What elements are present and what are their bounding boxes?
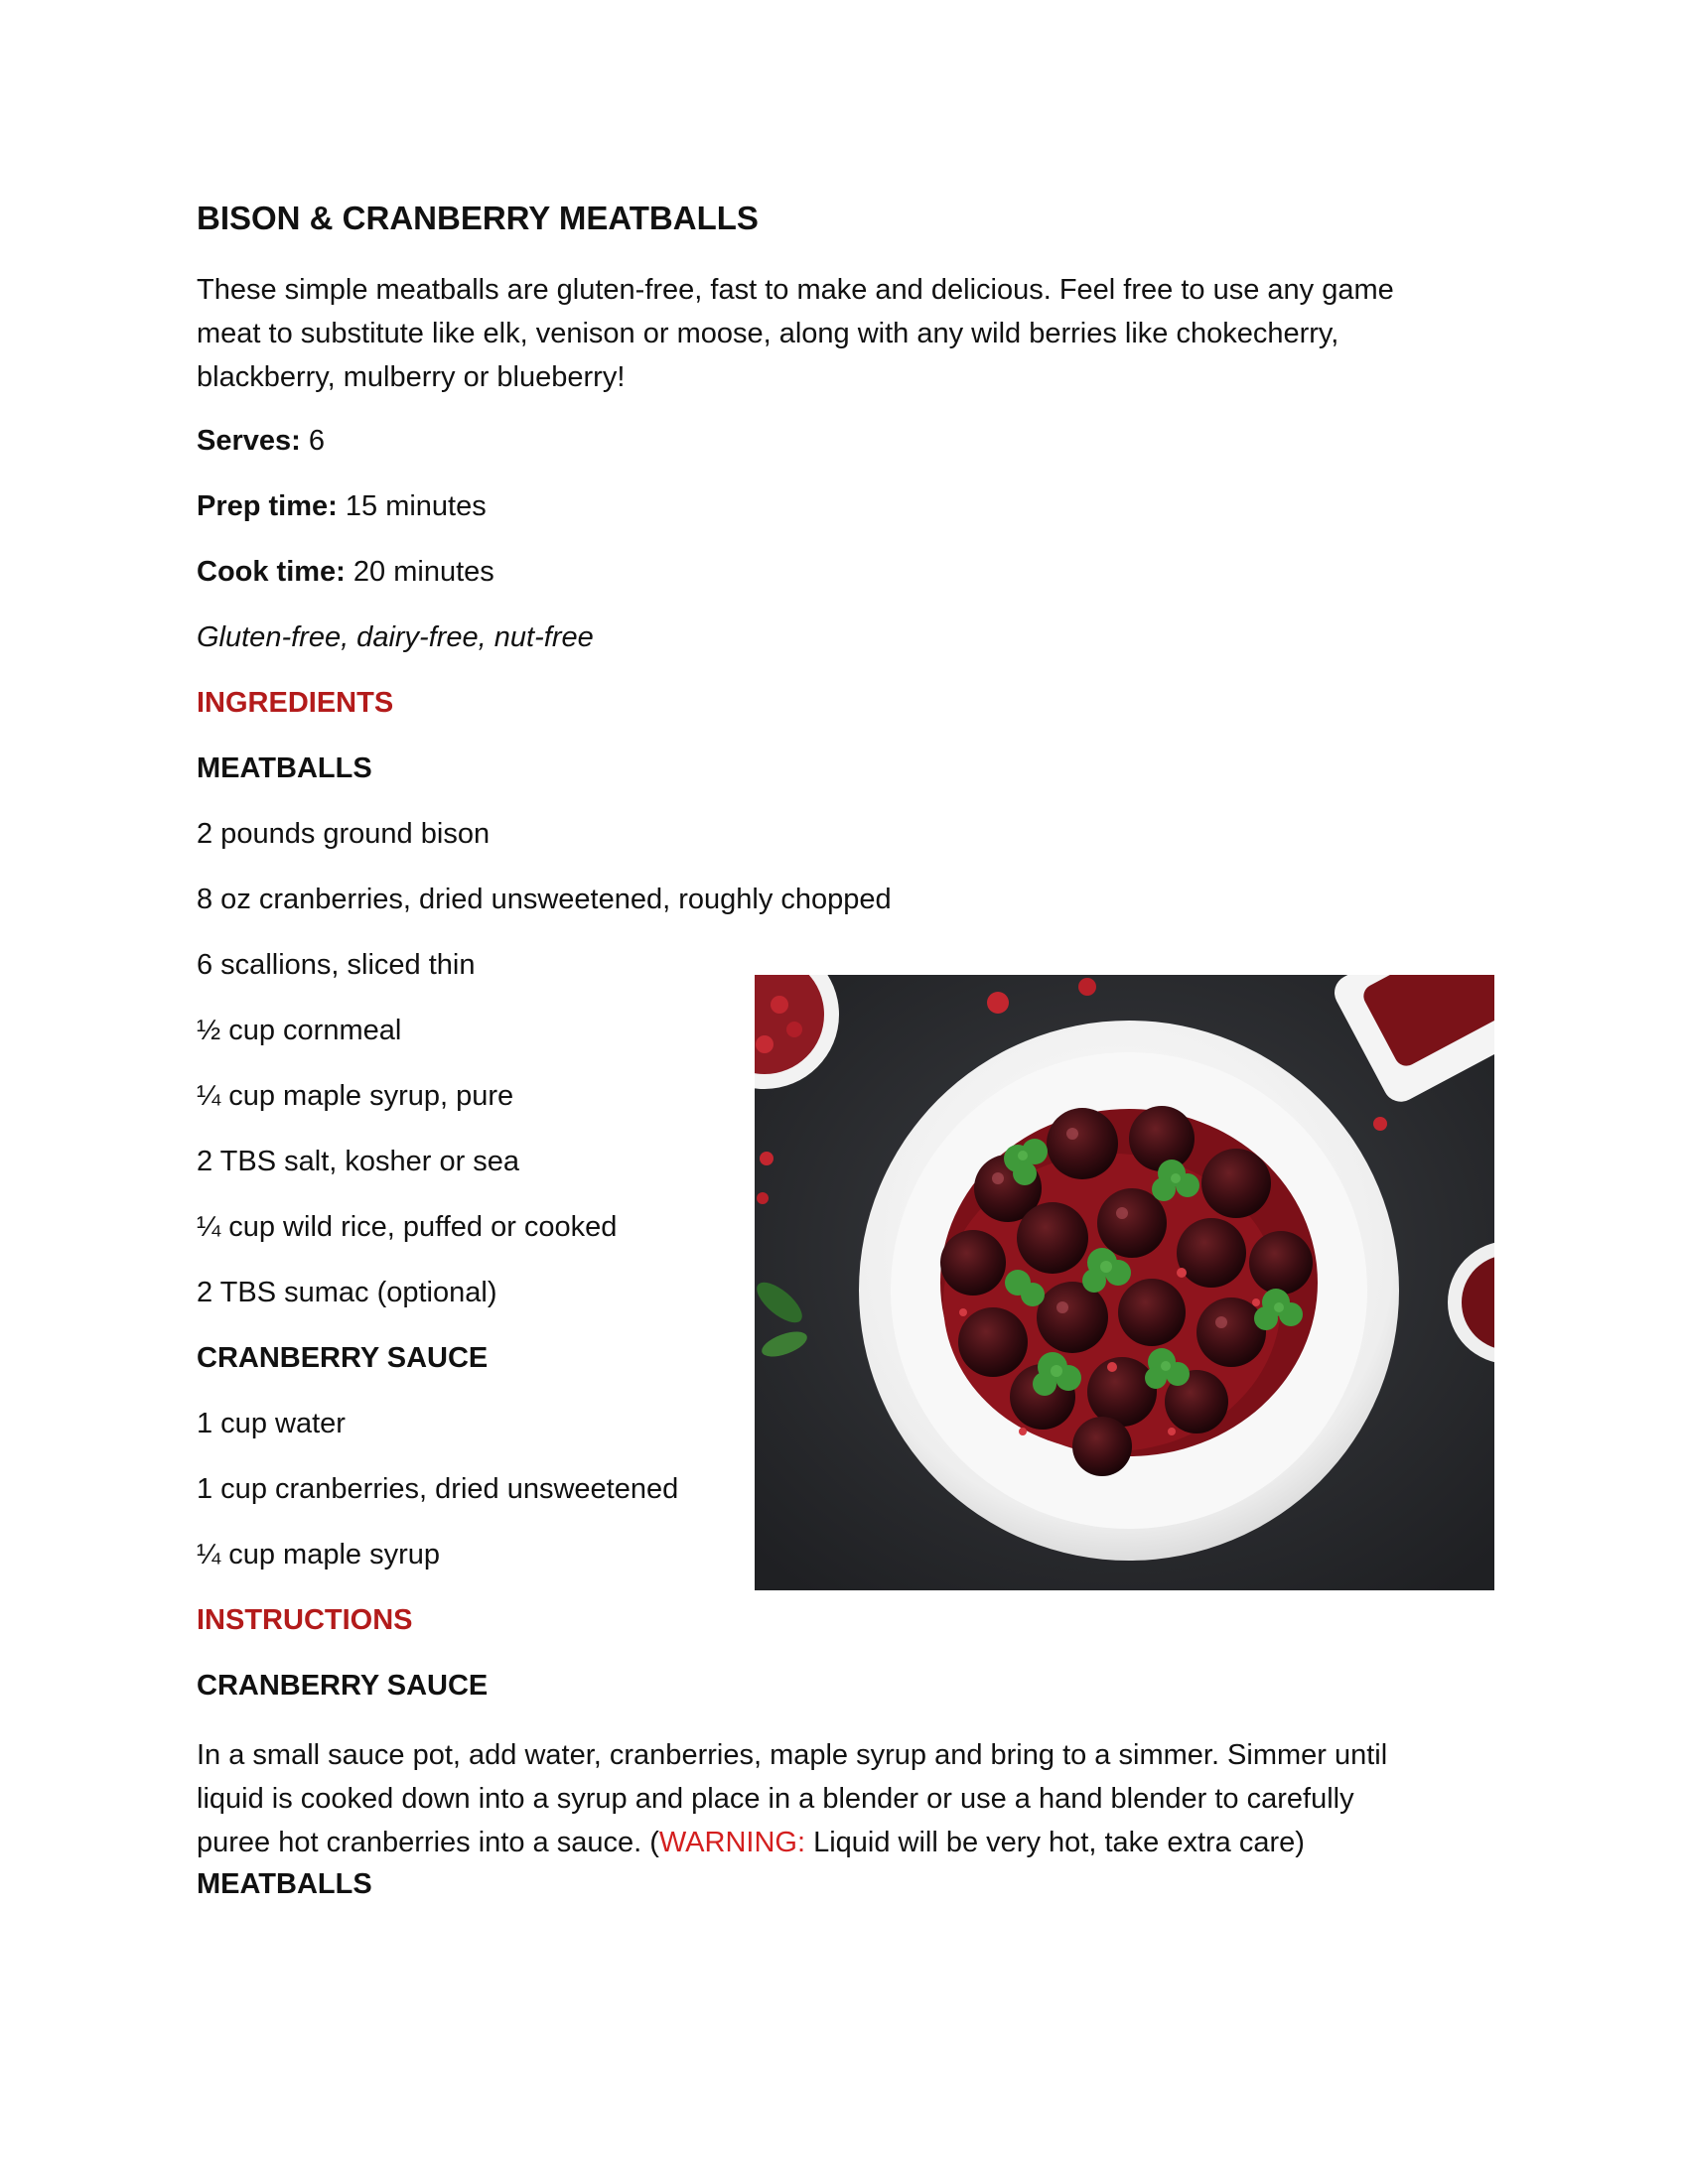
prep-time-value: 15 minutes	[337, 490, 487, 522]
ingredient-item: 6 scallions, sliced thin	[197, 949, 476, 981]
intro-line: These simple meatballs are gluten-free, fast to make and delicious. Feel free to use any game	[197, 274, 1394, 306]
recipe-title: BISON & CRANBERRY MEATBALLS	[197, 200, 759, 236]
instruction-line	[197, 1821, 1507, 1864]
meatballs-photo-illustration	[755, 975, 1494, 1590]
ingredient-item: ¼ cup wild rice, puffed or cooked	[197, 1211, 618, 1243]
cook-time-row	[197, 550, 494, 594]
serves-value: 6	[300, 425, 325, 457]
instructions-meatballs-subheading: MEATBALLS	[197, 1868, 372, 1900]
instruction-text: Liquid will be very hot, take extra care)	[805, 1827, 1305, 1858]
ingredient-item: 1 cup cranberries, dried unsweetened	[197, 1473, 679, 1505]
recipe-intro	[197, 268, 1487, 399]
instruction-line: liquid is cooked down into a syrup and place in a blender or use a hand blender to carefully	[197, 1783, 1354, 1815]
ingredient-item: ¼ cup maple syrup	[197, 1539, 441, 1570]
prep-time-row	[197, 484, 487, 528]
instructions-heading: INSTRUCTIONS	[197, 1604, 413, 1636]
sauce-instructions	[197, 1733, 1507, 1864]
ingredients-heading: INGREDIENTS	[197, 687, 394, 719]
ingredient-item: 1 cup water	[197, 1408, 346, 1439]
instruction-text: puree hot cranberries into a sauce. (	[197, 1827, 659, 1858]
prep-time-label: Prep time:	[197, 490, 338, 522]
meatballs-photo	[755, 975, 1494, 1590]
serves-label: Serves:	[197, 425, 301, 457]
ingredient-item: 2 TBS salt, kosher or sea	[197, 1146, 520, 1177]
cook-time-label: Cook time:	[197, 556, 346, 588]
serves-row	[197, 419, 325, 463]
instructions-sauce-subheading: CRANBERRY SAUCE	[197, 1670, 489, 1702]
intro-line: meat to substitute like elk, venison or moose, along with any wild berries like chokecherry,	[197, 318, 1339, 349]
ingredient-item: ¼ cup maple syrup, pure	[197, 1080, 514, 1112]
instruction-line: In a small sauce pot, add water, cranberries, maple syrup and bring to a simmer. Simmer until	[197, 1739, 1388, 1771]
warning-label: WARNING:	[658, 1827, 806, 1858]
ingredient-item: 2 TBS sumac (optional)	[197, 1277, 497, 1308]
meatballs-subheading: MEATBALLS	[197, 752, 372, 784]
cook-time-value: 20 minutes	[345, 556, 494, 588]
ingredient-item: ½ cup cornmeal	[197, 1015, 402, 1046]
ingredient-item: 2 pounds ground bison	[197, 818, 491, 850]
cranberry-sauce-subheading: CRANBERRY SAUCE	[197, 1342, 489, 1374]
intro-line: blackberry, mulberry or blueberry!	[197, 361, 626, 393]
dietary-info: Gluten-free, dairy-free, nut-free	[197, 621, 594, 653]
ingredient-item: 8 oz cranberries, dried unsweetened, roughly chopped	[197, 884, 892, 915]
